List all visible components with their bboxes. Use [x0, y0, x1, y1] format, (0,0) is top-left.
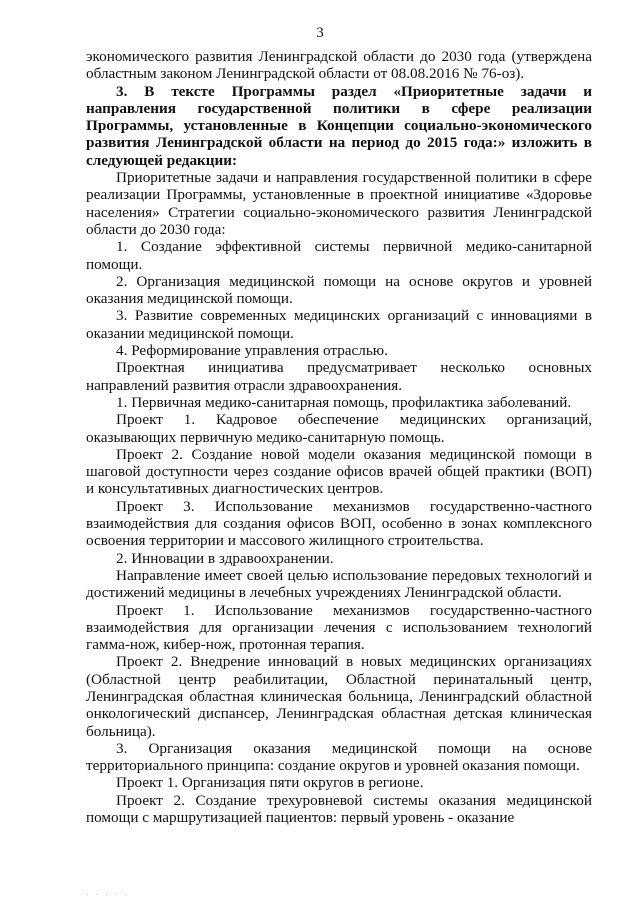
- direction-2-project-2: Проект 2. Внедрение инноваций в новых медицинских организациях (Областной центр реабилитации, Областной перинатальный центр, Ленинградская областная клиническая больница, Ленинградский областной онкологический диспансер, Ленинградская областная детская клиническая больница).: [86, 653, 592, 740]
- list-item-priority-2: 2. Организация медицинской помощи на основе округов и уровней оказания медицинской помощи.: [86, 272, 592, 308]
- list-item-priority-3: 3. Развитие современных медицинских организаций с инновациями в оказании медицинской помощи.: [86, 307, 592, 342]
- list-item-priority-4: 4. Реформирование управления отраслью.: [116, 342, 388, 360]
- paragraph-amendment-heading: 3. В тексте Программы раздел «Приоритетные задачи и направления государственной политики в сфере реализации Программы, установленные в Концепции социально-экономического развития Ленинградской области на период до 2015 года:» изложить в следующей редакции:: [86, 82, 592, 169]
- direction-1-project-3: Проект 3. Использование механизмов государственно-частного взаимодействия для создания офисов ВОП, особенно в зонах комплексного освоения территории и массового жилищного строительства.: [86, 497, 592, 550]
- direction-2-description: Направление имеет своей целью использование передовых технологий и достижений медицины в лечебных учреждениях Ленинградской области.: [86, 566, 592, 602]
- scan-footer-mark: . . . . .: [86, 887, 130, 898]
- direction-1-project-1: Проект 1. Кадровое обеспечение медицинских организаций, оказывающих первичную медико-санитарную помощь.: [86, 411, 592, 446]
- list-item-priority-1: 1. Создание эффективной системы первичной медико-санитарной помощи.: [86, 238, 592, 273]
- page-number: 3: [316, 25, 324, 41]
- direction-1-heading: 1. Первичная медико-санитарная помощь, профилактика заболеваний.: [116, 393, 572, 411]
- document-body: [86, 48, 592, 826]
- paragraph-initiative: Проектная инициатива предусматривает несколько основных направлений развития отрасли здравоохранения.: [86, 359, 592, 394]
- direction-2-project-1: Проект 1. Использование механизмов государственно-частного взаимодействия для организации лечения с использованием технологий гамма-нож, кибер-нож, протонная терапия.: [86, 601, 592, 654]
- direction-1-project-2: Проект 2. Создание новой модели оказания медицинской помощи в шаговой доступности через создание офисов врачей общей практики (ВОП) и консультативных диагностических центров.: [86, 445, 592, 498]
- paragraph-intro: Приоритетные задачи и направления государственной политики в сфере реализации Программы, установленные в проектной инициативе «Здоровье населения» Стратегии социально-экономического развития Ленинградской области до 2030 года:: [86, 169, 592, 238]
- direction-3-project-1: Проект 1. Организация пяти округов в регионе.: [116, 774, 424, 792]
- direction-3-heading: 3. Организация оказания медицинской помощи на основе территориального принципа: создание округов и уровней оказания помощи.: [86, 739, 592, 775]
- direction-2-heading: 2. Инновации в здравоохранении.: [116, 549, 334, 567]
- paragraph-continuation: экономического развития Ленинградской области до 2030 года (утверждена областным законом Ленинградской области от 08.08.2016 № 76-оз).: [86, 48, 592, 83]
- direction-3-project-2: Проект 2. Создание трехуровневой системы оказания медицинской помощи с маршрутизацией пациентов: первый уровень - оказание: [86, 791, 592, 827]
